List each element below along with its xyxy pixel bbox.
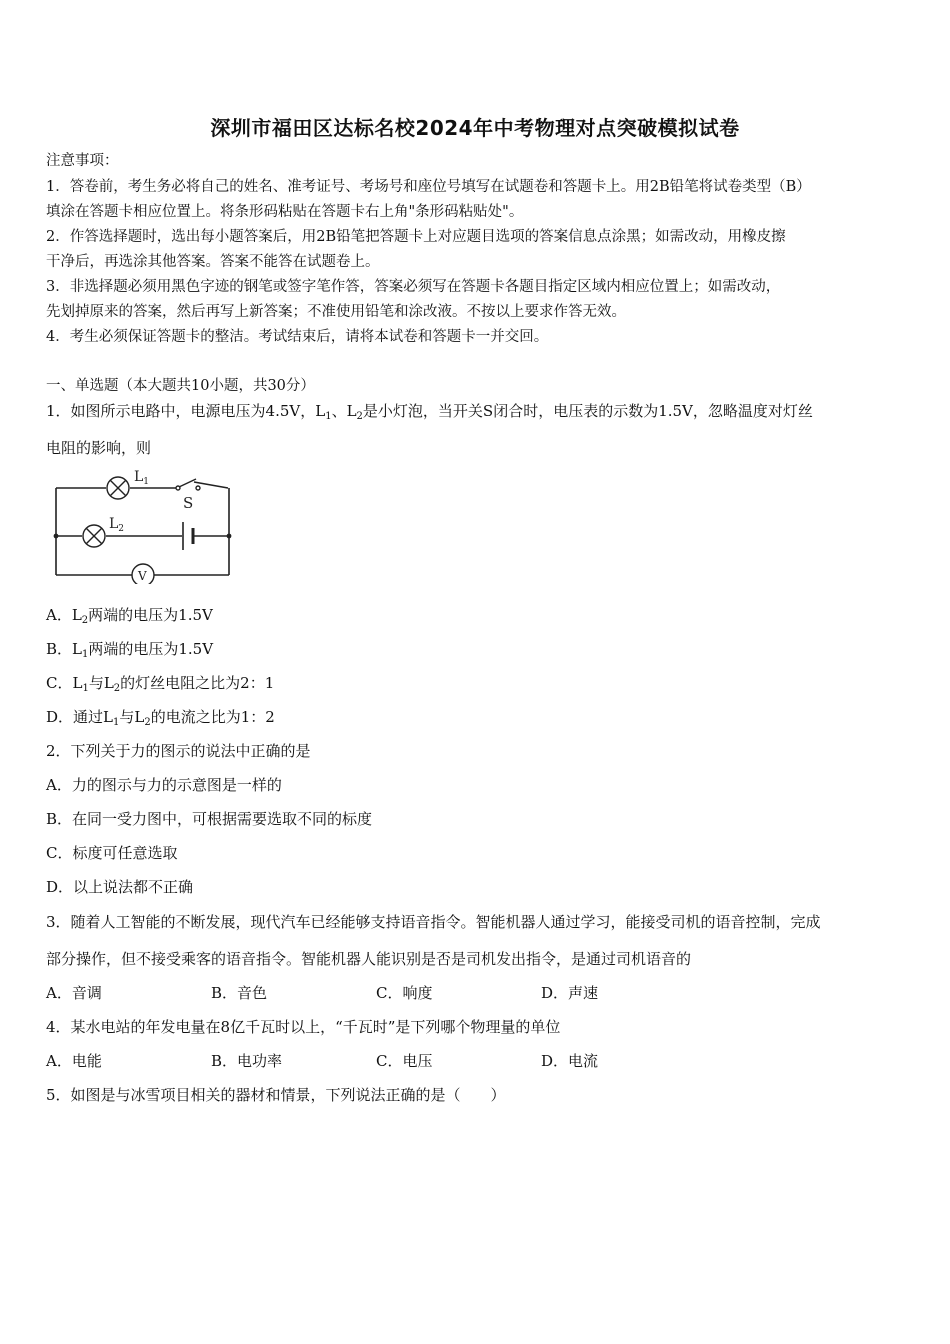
- q5-stem: 5．如图是与冰雪项目相关的器材和情景，下列说法正确的是（ ）: [46, 1086, 506, 1104]
- q1-stem-line1: 1．如图所示电路中，电源电压为4.5V，$L_1$、$L_2$是小灯泡，当开关S闭合时，电压表的示数为1.5V，忽略温度对灯丝: [46, 402, 813, 422]
- notice-line: 先划掉原来的答案，然后再写上新答案；不准使用铅笔和涂改液。不按以上要求作答无效。: [46, 304, 626, 320]
- battery-icon: [183, 522, 193, 550]
- q3-stem-line2: 部分操作，但不接受乘客的语音指令。智能机器人能识别是否是司机发出指令，是通过司机语音的: [46, 950, 692, 968]
- notice-line: 3．非选择题必须用黑色字迹的钢笔或签字笔作答，答案必须写在答题卡各题目指定区域内相应位置上；如需改动，: [46, 279, 781, 295]
- circuit-diagram: [48, 462, 238, 584]
- q3-option-c[interactable]: C．响度: [376, 984, 433, 1002]
- q4-option-b[interactable]: B．电功率: [211, 1052, 283, 1070]
- q1-option-d[interactable]: D．通过$L_1$与$L_2$的电流之比为1：2: [46, 708, 275, 728]
- q2-option-c[interactable]: C．标度可任意选取: [46, 844, 178, 862]
- label-l2: $L_2$: [109, 516, 125, 534]
- q3-option-a[interactable]: A．音调: [46, 984, 102, 1002]
- section-heading: 一、单选题（本大题共10小题，共30分）: [46, 378, 315, 394]
- q4-option-c[interactable]: C．电压: [376, 1052, 433, 1070]
- lamp-l2-icon: [83, 525, 105, 547]
- q4-stem: 4．某水电站的年发电量在8亿千瓦时以上，“千瓦时”是下列哪个物理量的单位: [46, 1018, 561, 1036]
- q1-option-a[interactable]: A．$L_2$两端的电压为1.5V: [46, 606, 213, 626]
- notice-line: 干净后，再选涂其他答案。答案不能答在试题卷上。: [46, 254, 380, 270]
- label-switch: S: [183, 494, 194, 512]
- q1-option-b[interactable]: B．$L_1$两端的电压为1.5V: [46, 640, 214, 660]
- page-title: 深圳市福田区达标名校2024年中考物理对点突破模拟试卷: [210, 116, 740, 140]
- q3-stem-line1: 3．随着人工智能的不断发展，现代汽车已经能够支持语音指令。智能机器人通过学习，能接受司机的语音控制，完成: [46, 913, 821, 931]
- notice-heading: 注意事项：: [46, 153, 119, 169]
- q2-option-b[interactable]: B．在同一受力图中，可根据需要选取不同的标度: [46, 810, 373, 828]
- notice-line: 填涂在答题卡相应位置上。将条形码粘贴在答题卡右上角"条形码粘贴处"。: [46, 204, 524, 220]
- q2-option-a[interactable]: A．力的图示与力的示意图是一样的: [46, 776, 282, 794]
- label-l1: $L_1$: [134, 469, 150, 487]
- q1-option-c[interactable]: C．$L_1$与$L_2$的灯丝电阻之比为2：1: [46, 674, 275, 694]
- switch-icon: [176, 479, 200, 490]
- q4-option-d[interactable]: D．电流: [541, 1052, 599, 1070]
- notice-line: 1．答卷前，考生务必将自己的姓名、准考证号、考场号和座位号填写在试题卷和答题卡上。用2B铅笔将试卷类型（B）: [46, 179, 811, 195]
- q3-option-b[interactable]: B．音色: [211, 984, 268, 1002]
- q2-option-d[interactable]: D．以上说法都不正确: [46, 878, 194, 896]
- label-meter: V: [138, 569, 147, 583]
- q1-stem-line2: 电阻的影响，则: [46, 439, 152, 457]
- notice-line: 2．作答选择题时，选出每小题答案后，用2B铅笔把答题卡上对应题目选项的答案信息点涂黑；如需改动，用橡皮擦: [46, 229, 786, 245]
- q4-option-a[interactable]: A．电能: [46, 1052, 102, 1070]
- q2-stem: 2．下列关于力的图示的说法中正确的是: [46, 742, 311, 760]
- notice-line: 4．考生必须保证答题卡的整洁。考试结束后，请将本试卷和答题卡一并交回。: [46, 329, 549, 345]
- lamp-l1-icon: [107, 477, 129, 499]
- q3-option-d[interactable]: D．声速: [541, 984, 599, 1002]
